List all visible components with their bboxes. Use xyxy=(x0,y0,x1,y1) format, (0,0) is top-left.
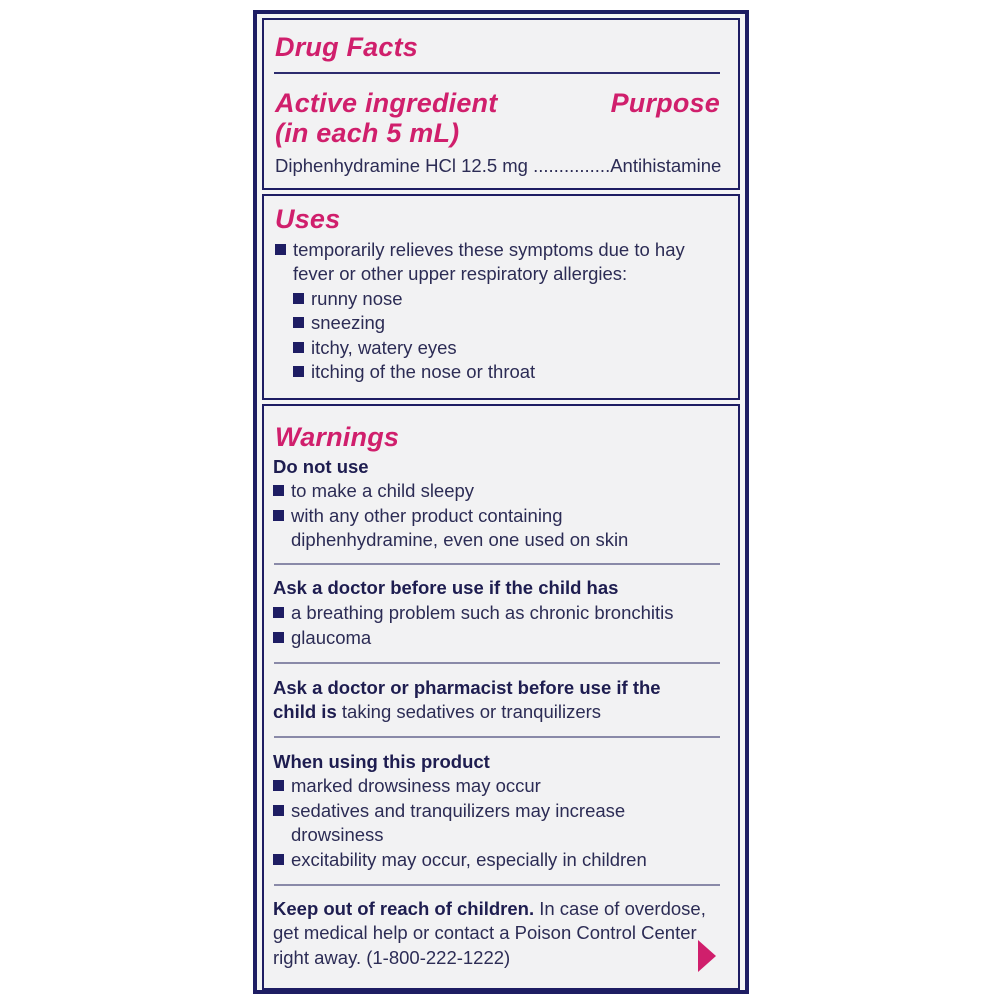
title-rule xyxy=(274,72,720,74)
warnings-section xyxy=(262,404,740,990)
ask-pharmacist-heading: Ask a doctor or pharmacist before use if the xyxy=(273,677,661,698)
ingredient-name: Diphenhydramine HCl 12.5 mg xyxy=(275,155,528,176)
active-ingredient-subheading: (in each 5 mL) xyxy=(275,118,460,148)
list-item: glaucoma xyxy=(273,626,371,651)
list-item: with any other product containing xyxy=(273,504,563,529)
drug-facts-label xyxy=(253,10,749,994)
uses-intro-continued: fever or other upper respiratory allergies: xyxy=(293,263,628,284)
ask-pharmacist-text: taking sedatives or tranquilizers xyxy=(341,701,602,722)
do-not-use-heading: Do not use xyxy=(273,456,369,477)
ask-pharmacist-heading-end: child is xyxy=(273,701,337,722)
bullet-square-icon xyxy=(293,342,304,353)
bullet-square-icon xyxy=(273,780,284,791)
warnings-title: Warnings xyxy=(275,422,400,452)
keep-out-line-2: get medical help or contact a Poison Control Center xyxy=(273,922,697,943)
bullet-square-icon xyxy=(293,293,304,304)
list-item: excitability may occur, especially in children xyxy=(273,848,647,873)
list-item: a breathing problem such as chronic bronchitis xyxy=(273,601,674,626)
bullet-square-icon xyxy=(273,485,284,496)
leader-dots: ............... xyxy=(533,155,611,176)
list-item-continued: diphenhydramine, even one used on skin xyxy=(291,529,629,550)
bullet-square-icon xyxy=(273,854,284,865)
bullet-square-icon xyxy=(273,510,284,521)
bullet-square-icon xyxy=(273,607,284,618)
when-using-heading: When using this product xyxy=(273,751,490,772)
uses-section xyxy=(262,194,740,400)
list-item: itching of the nose or throat xyxy=(293,360,535,385)
divider xyxy=(274,884,720,886)
drug-facts-section xyxy=(262,18,740,190)
list-item: to make a child sleepy xyxy=(273,479,474,504)
ask-pharmacist-line xyxy=(273,700,601,725)
list-item: itchy, watery eyes xyxy=(293,336,457,361)
divider xyxy=(274,662,720,664)
keep-out-heading: Keep out of reach of children. xyxy=(273,898,535,919)
drug-facts-title: Drug Facts xyxy=(275,32,419,62)
list-item: sedatives and tranquilizers may increase xyxy=(273,799,625,824)
list-item: sneezing xyxy=(293,311,385,336)
keep-out-line-3: right away. (1-800-222-1222) xyxy=(273,947,511,968)
bullet-square-icon xyxy=(293,366,304,377)
ask-doctor-heading: Ask a doctor before use if the child has xyxy=(273,577,619,598)
keep-out-line-1: Keep out of reach of children. In case of overdose, xyxy=(273,898,706,919)
bullet-square-icon xyxy=(293,317,304,328)
list-item-continued: drowsiness xyxy=(291,824,384,845)
bullet-square-icon xyxy=(273,805,284,816)
bullet-square-icon xyxy=(273,632,284,643)
ingredient-purpose: Antihistamine xyxy=(610,155,722,176)
divider xyxy=(274,563,720,565)
bullet-square-icon xyxy=(275,244,286,255)
uses-title: Uses xyxy=(275,204,341,234)
continue-arrow-icon xyxy=(698,940,716,972)
divider xyxy=(274,736,720,738)
purpose-heading: Purpose xyxy=(610,88,720,118)
uses-intro: temporarily relieves these symptoms due to hay xyxy=(275,238,685,263)
list-item: marked drowsiness may occur xyxy=(273,774,541,799)
ingredient-row xyxy=(275,154,721,179)
active-ingredient-heading: Active ingredient xyxy=(275,88,498,118)
list-item: runny nose xyxy=(293,287,403,312)
